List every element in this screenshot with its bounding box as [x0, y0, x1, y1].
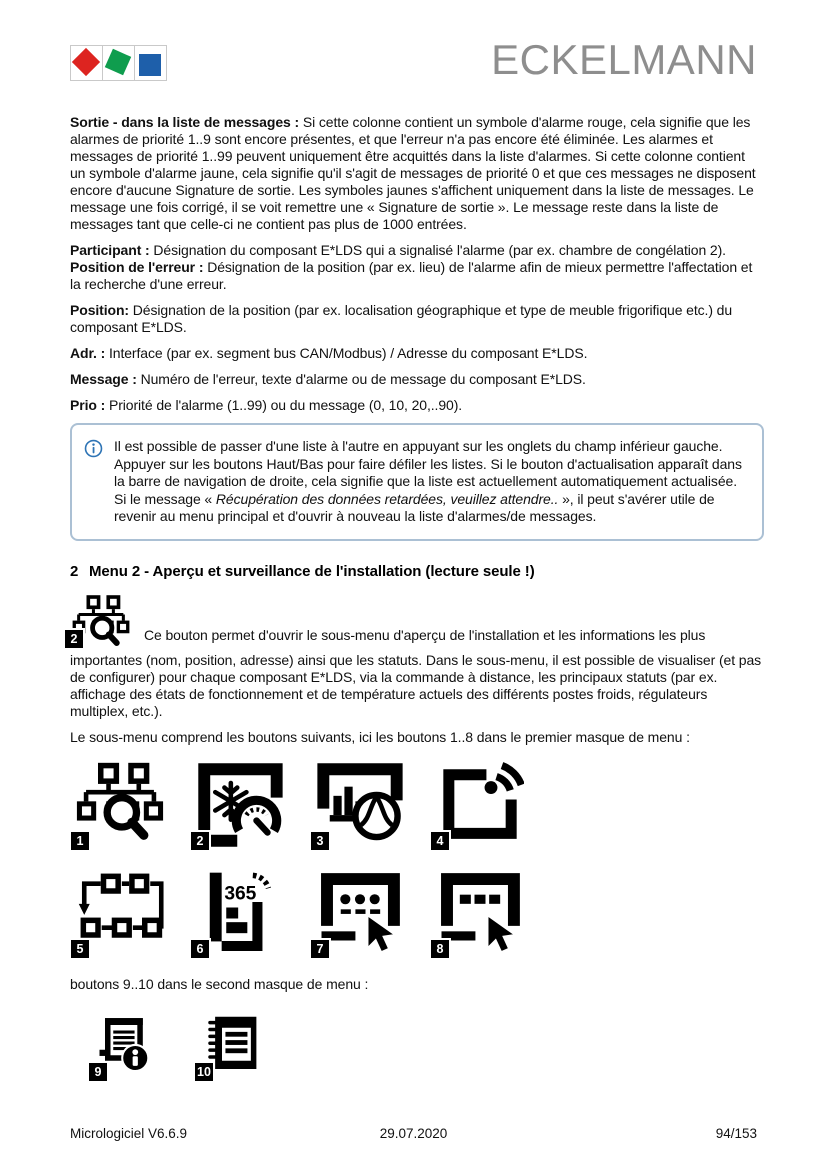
menu-button-badge: 2	[189, 830, 211, 852]
menu-button-4	[436, 760, 524, 850]
submenu-line-first: Le sous-menu comprend les boutons suivants, ici les boutons 1..8 dans le premier masque de menu :	[70, 728, 690, 745]
installation-overview-menu-icon	[70, 594, 132, 652]
menu-button-badge: 6	[189, 938, 211, 960]
logo-blue-square-icon	[135, 46, 166, 80]
menu-button-3	[316, 760, 404, 850]
section-number: 2	[70, 562, 79, 580]
menu-button-row-1	[76, 760, 764, 850]
section-intro-text: Ce bouton permet d'ouvrir le sous-menu d'aperçu de l'installation et les informations les plus importantes (nom, position, adresse) ainsi que les statuts. Dans le sous-menu, il est possible de visualiser (et pas de configurer) pour chaque composant E*LDS, via la commande à distance, les principaux statuts (par ex. affichage des états de fonctionnement et de température actuels des différents postes froids, régulateurs multiplex, etc.).	[70, 626, 762, 719]
info-text-italic: Récupération des données retardées, veuillez attendre..	[215, 490, 559, 507]
icon-label-365: 365	[224, 882, 257, 904]
paragraph-body: Désignation de la position (par ex. localisation géographique et type de meuble frigorifique etc.) du composant E*LDS.	[70, 302, 733, 335]
paragraph-lead: Message :	[70, 371, 137, 387]
menu-button-2	[196, 760, 284, 850]
menu-button-6	[196, 868, 284, 958]
page-header	[70, 36, 757, 83]
menu-button-badge: 9	[87, 1061, 109, 1083]
paragraph-body: Numéro de l'erreur, texte d'alarme ou de message du composant E*LDS.	[140, 371, 586, 387]
menu-button-badge: 8	[429, 938, 451, 960]
section-intro	[70, 594, 764, 720]
submenu-line-second: boutons 9..10 dans le second masque de menu :	[70, 975, 369, 992]
menu-button-9	[94, 1013, 160, 1081]
paragraph-prio	[70, 397, 764, 414]
menu-button-badge: 7	[309, 938, 331, 960]
paragraph-lead: Sortie - dans la liste de messages :	[70, 114, 300, 130]
info-icon	[84, 439, 103, 458]
paragraph-position-erreur	[70, 259, 764, 293]
menu-button-10	[197, 1013, 266, 1081]
paragraph-lead: Position:	[70, 302, 129, 318]
page-body	[70, 114, 764, 1099]
footer-page-number: 94/153	[715, 1126, 757, 1141]
footer-version: Micrologiciel V6.6.9	[70, 1126, 188, 1141]
menu-icon-badge: 2	[63, 628, 85, 650]
brand-wordmark: ECKELMANN	[491, 36, 757, 83]
paragraph-lead: Prio :	[70, 397, 106, 413]
info-text-start: Il est possible de passer d'une liste à l'autre en appuyant sur les onglets du champ inférieur gauche. Appuyer sur les boutons Haut/Bas pour faire défiler les listes. Si le bouton d'actualisation apparaît dans la barre de navigation de droite, cela signifie que la liste est actuellement automatiquement actualisée. Si le message «	[114, 438, 742, 507]
footer-date: 29.07.2020	[379, 1126, 448, 1141]
paragraph-lead: Adr. :	[70, 345, 106, 361]
paragraph-body: Priorité de l'alarme (1..99) ou du message (0, 10, 20,..90).	[108, 397, 463, 413]
eckelmann-logo	[70, 45, 167, 81]
info-box	[70, 423, 764, 541]
info-box-text	[114, 438, 748, 526]
paragraph-position	[70, 302, 764, 336]
menu-button-1	[76, 760, 164, 850]
paragraph-group-participant	[70, 242, 764, 293]
menu-button-row-3	[94, 1013, 764, 1081]
paragraph-participant	[70, 242, 764, 259]
paragraph-body: Interface (par ex. segment bus CAN/Modbus) / Adresse du composant E*LDS.	[108, 345, 588, 361]
paragraph-lead: Participant :	[70, 242, 150, 258]
menu-button-7	[316, 868, 404, 958]
paragraph-body: Désignation de la position (par ex. lieu) de l'alarme afin de mieux permettre l'affectation et la recherche d'une erreur.	[70, 259, 753, 292]
paragraph-message	[70, 371, 764, 388]
paragraph-lead: Position de l'erreur :	[70, 259, 204, 275]
menu-button-8	[436, 868, 524, 958]
section-title: Menu 2 - Aperçu et surveillance de l'installation (lecture seule !)	[89, 562, 535, 580]
paragraph-adr	[70, 345, 764, 362]
section-heading	[70, 563, 764, 580]
menu-button-badge: 5	[69, 938, 91, 960]
page-footer	[70, 1126, 757, 1143]
paragraph-body: Désignation du composant E*LDS qui a signalisé l'alarme (par ex. chambre de congélation 2).	[153, 242, 726, 258]
paragraph-body: Si cette colonne contient un symbole d'alarme rouge, cela signifie que les alarmes de priorité 1..9 sont encore présentes, et que l'erreur n'a pas encore été éliminée. Les alarmes et messages de priorité 1..99 peuvent uniquement être acquittés dans la liste d'alarmes. Si cette colonne contient un symbole d'alarme jaune, cela signifie qu'il s'agit de messages de priorité 0 et que ces messages ne disposent encore d'aucune Signature de sortie. Les symboles jaunes s'affichent uniquement dans la liste de messages. Le message une fois corrigé, il se voit remettre une « Signature de sortie ». Le message reste dans la liste de messages tant que celle-ci ne contient pas plus de 1000 entrées.	[70, 114, 756, 232]
logo-green-diamond-icon	[103, 46, 135, 80]
paragraph-sortie	[70, 114, 764, 233]
menu-button-badge: 4	[429, 830, 451, 852]
menu-button-badge: 3	[309, 830, 331, 852]
menu-button-5	[76, 868, 164, 958]
menu-button-badge: 1	[69, 830, 91, 852]
menu-button-row-2	[76, 868, 764, 958]
info-text-end: », il peut s'avérer utile de revenir au menu principal et d'ouvrir à nouveau la liste d'alarmes/de messages.	[114, 490, 715, 524]
menu-button-badge: 10	[193, 1061, 215, 1083]
logo-red-diamond-icon	[71, 46, 103, 80]
